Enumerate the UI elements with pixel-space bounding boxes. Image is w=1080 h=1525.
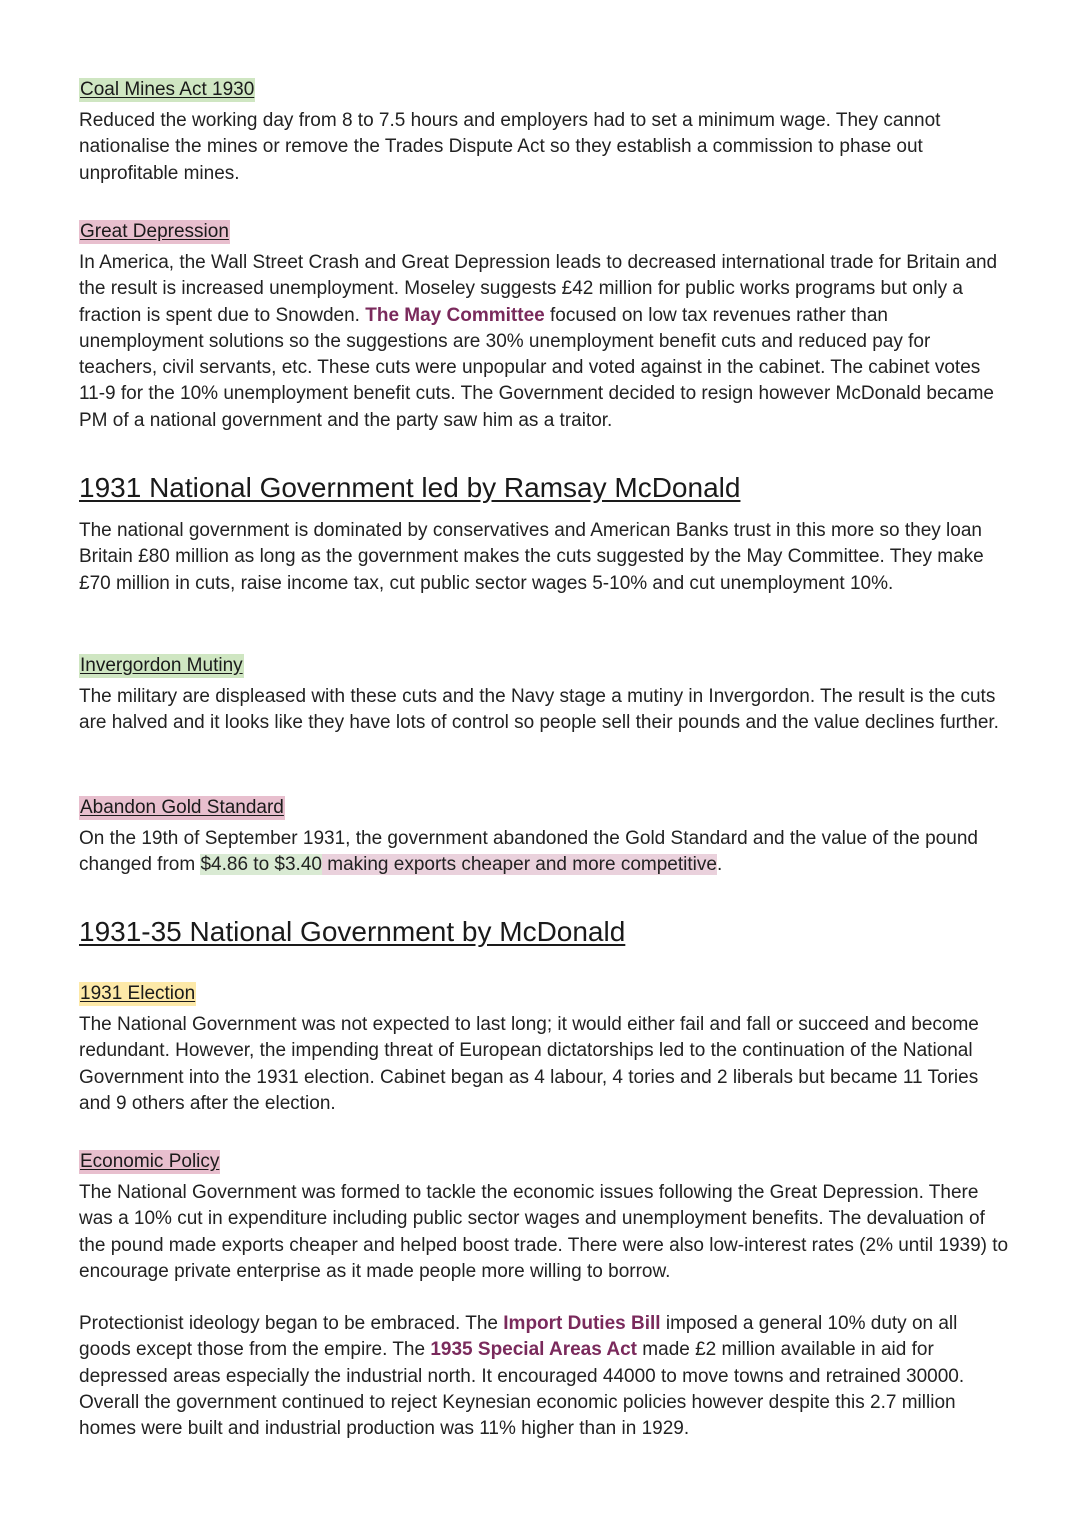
gold-text-after: . [716,854,723,876]
heading-great-depression: Great Depression [80,221,229,242]
paragraph-economic-policy-2 [79,1311,1009,1442]
gold-text-before: On the 19th of September 1931, the government abandoned the Gold Standard and the value of the pound changed from [79,828,978,876]
section-gold-standard [79,796,1009,879]
paragraph-coal-mines-act: Reduced the working day from 8 to 7.5 hours and employers had to set a minimum wage. They cannot nationalise the mines or remove the Trades Dispute Act so they establish a commission to phase out unprofitable mines. [79,110,941,184]
term-special-areas-act: 1935 Special Areas Act [430,1339,638,1361]
section-invergordon-mutiny [79,654,1009,737]
paragraph-invergordon-mutiny: The military are displeased with these cuts and the Navy stage a mutiny in Invergordon. The result is the cuts are halved and it looks like they have lots of control so people sell their pounds and the value declines further. [79,686,999,734]
economic-p2-a: Protectionist ideology began to be embraced. The [79,1313,504,1335]
section-national-government-1931 [79,471,1009,597]
term-may-committee: The May Committee [365,304,545,326]
economic-p2-c: made £2 million available in aid for depressed areas especially the industrial north. It encouraged 44000 to move towns and retrained 30000. Overall the government continued to reject Keynesian economic policies however despite this 2.7 million homes were built and industrial production was 11% higher than in 1929. [79,1339,965,1440]
depression-text-before: In America, the Wall Street Crash and Great Depression leads to decreased international trade for Britain and the result is increased unemployment. Moseley suggests £42 million for public works programs but only a fraction is spent due to Snowden. [79,252,998,326]
section-national-government-1931-35 [79,915,1009,949]
heading-economic-policy: Economic Policy [80,1151,220,1172]
section-great-depression [79,220,1009,434]
section-economic-policy [79,1150,1009,1443]
heading-1931-election: 1931 Election [80,983,196,1004]
heading-national-government-1931-35: 1931-35 National Government by McDonald [79,916,626,947]
heading-coal-mines-act: Coal Mines Act 1930 [80,79,255,100]
highlight-exports-cheaper: making exports cheaper and more competitive [321,854,717,876]
paragraph-1931-election: The National Government was not expected to last long; it would either fail and fall or succeed and become redundant. However, the impending threat of European dictatorships led to the continuation of the National Government into the 1931 election. Cabinet began as 4 labour, 4 tories and 2 liberals but became 11 Tories and 9 others after the election. [79,1014,979,1114]
paragraph-gold-standard [79,826,1009,879]
section-1931-election [79,982,1009,1117]
depression-text-after: focused on low tax revenues rather than unemployment solutions so the suggestions are 30% unemployment benefit cuts and reduced pay for teachers, civil servants, etc. These cuts were unpopular and voted against in the cabinet. The cabinet votes 11-9 for the 10% unemployment benefit cuts. The Government decided to resign however McDonald became PM of a national government and the party saw him as a traitor. [79,304,994,431]
paragraph-great-depression [79,250,1009,434]
heading-invergordon-mutiny: Invergordon Mutiny [80,655,243,676]
heading-gold-standard: Abandon Gold Standard [80,797,284,818]
section-coal-mines-act [79,78,1009,187]
paragraph-national-government-1931: The national government is dominated by conservatives and American Banks trust in this more so they loan Britain £80 million as long as the government makes the cuts suggested by the May Committee. They make £70 million in cuts, raise income tax, cut public sector wages 5-10% and cut unemployment 10%. [79,520,984,594]
paragraph-economic-policy-1: The National Government was formed to tackle the economic issues following the Great Depression. There was a 10% cut in expenditure including public sector wages and unemployment benefits. The devaluation of the pound made exports cheaper and helped boost trade. There were also low-interest rates (2% until 1939) to encourage private enterprise as it made people more willing to borrow. [79,1182,1009,1282]
highlight-exchange-rate: $4.86 to $3.40 [200,854,322,876]
heading-national-government-1931: 1931 National Government led by Ramsay McDonald [79,472,741,503]
economic-p2-b: imposed a general 10% duty on all goods except those from the empire. The [79,1313,958,1361]
term-import-duties-bill: Import Duties Bill [503,1313,661,1335]
